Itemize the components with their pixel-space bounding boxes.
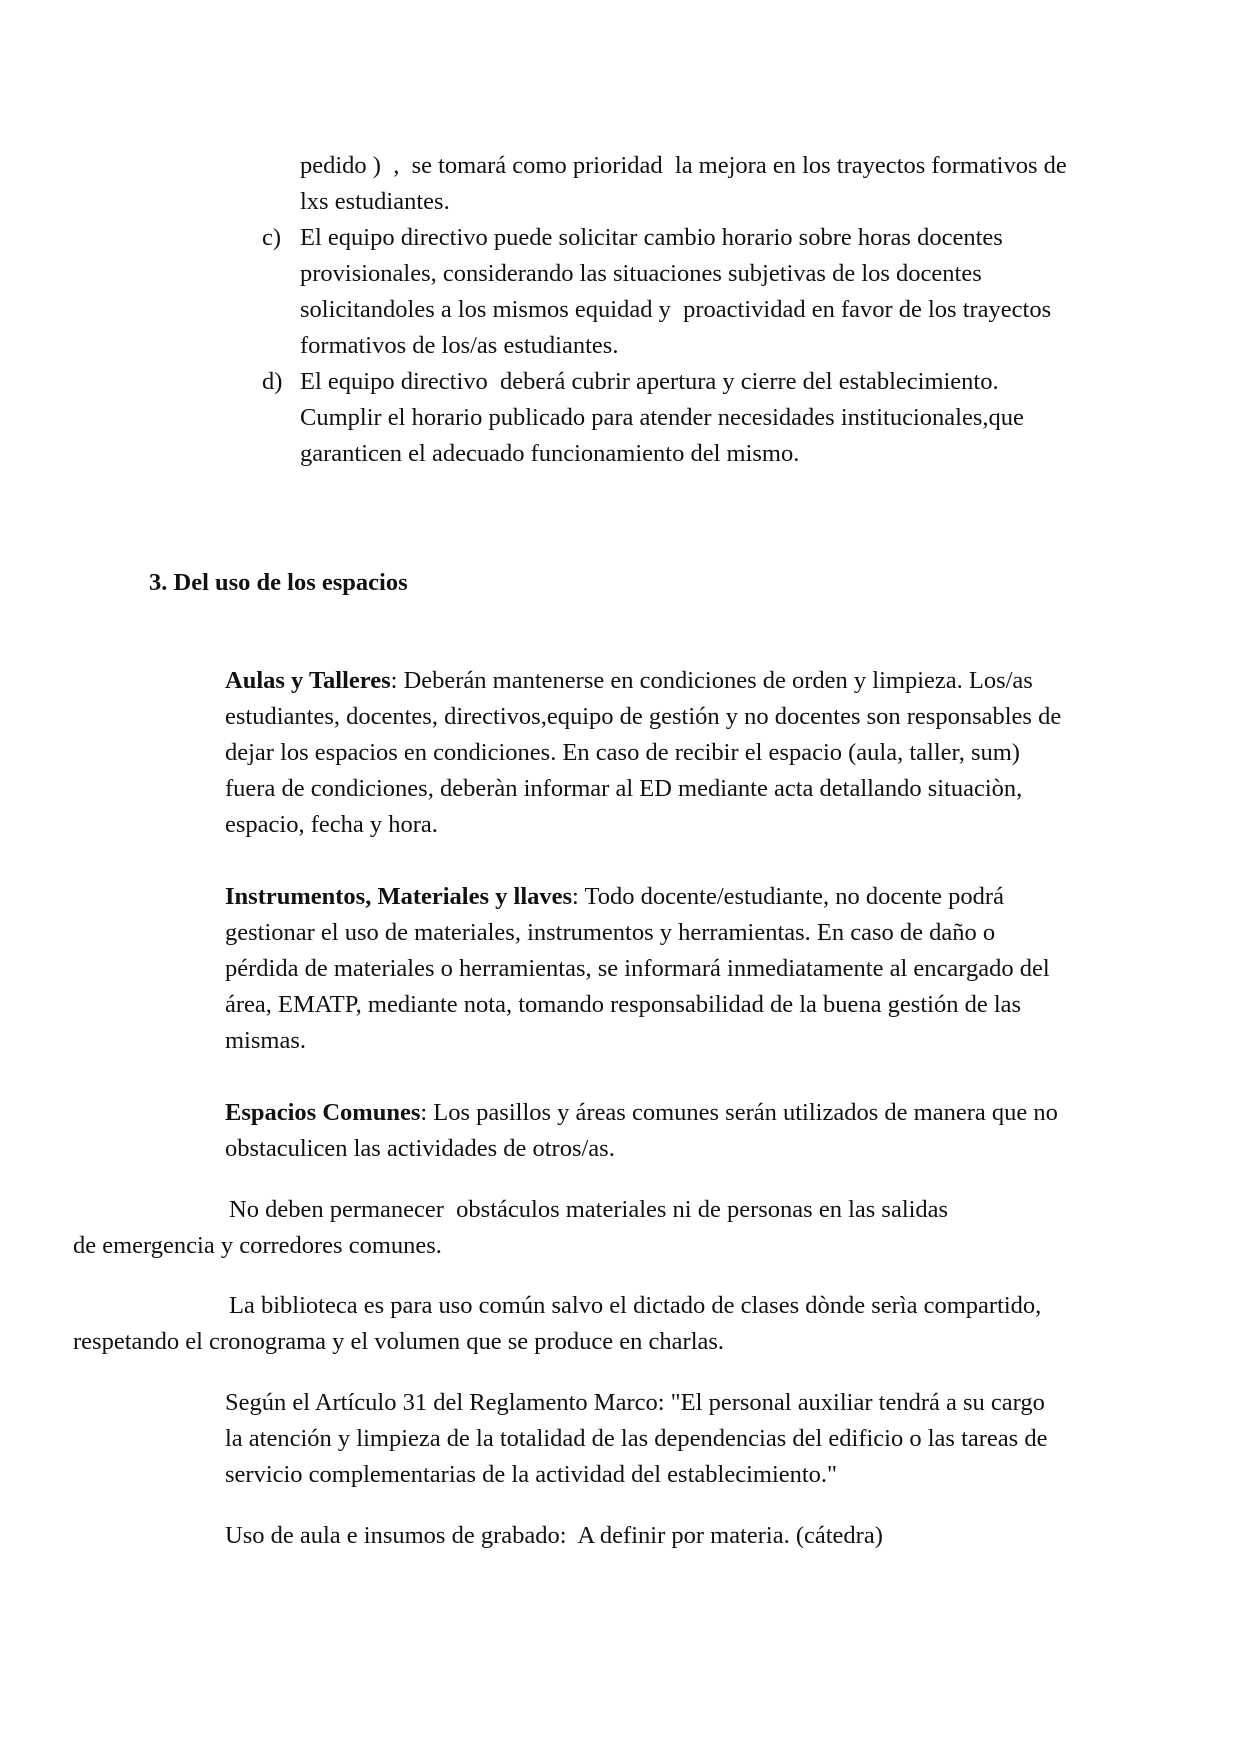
- obstaculos-line: de emergencia y corredores comunes.: [73, 1232, 442, 1259]
- aulas-paragraph-first-line: [225, 666, 1033, 696]
- biblioteca-line: respetando el cronograma y el volumen que se produce en charlas.: [73, 1328, 725, 1355]
- list-marker-c: c): [262, 224, 282, 251]
- instrumentos-line: pérdida de materiales o herramientas, se informará inmediatamente al encargado del: [225, 955, 1050, 982]
- list-item-c-line: solicitandoles a los mismos equidad y proactividad en favor de los trayectos: [300, 296, 1052, 323]
- instrumentos-paragraph-first-line: [225, 882, 1004, 912]
- aulas-line: fuera de condiciones, deberàn informar al ED mediante acta detallando situaciòn,: [225, 775, 1023, 802]
- section-heading: 3. Del uso de los espacios: [149, 569, 408, 596]
- espacios-first-line-text: : Los pasillos y áreas comunes serán utilizados de manera que no: [420, 1099, 1058, 1126]
- aulas-term: Aulas y Talleres: [225, 667, 391, 694]
- list-item-c-line: formativos de los/as estudiantes.: [300, 332, 619, 359]
- list-item-d-line: El equipo directivo deberá cubrir apertura y cierre del establecimiento.: [300, 368, 999, 395]
- list-continuation-line: lxs estudiantes.: [300, 188, 450, 215]
- list-item-d-line: Cumplir el horario publicado para atender necesidades institucionales,que: [300, 404, 1024, 431]
- obstaculos-line: No deben permanecer obstáculos materiales ni de personas en las salidas: [229, 1196, 949, 1223]
- articulo-line: Según el Artículo 31 del Reglamento Marco: "El personal auxiliar tendrá a su cargo: [225, 1389, 1045, 1416]
- list-item-c-line: provisionales, considerando las situaciones subjetivas de los docentes: [300, 260, 982, 287]
- aulas-first-line-text: : Deberán mantenerse en condiciones de orden y limpieza. Los/as: [390, 667, 1033, 694]
- instrumentos-first-line-text: : Todo docente/estudiante, no docente podrá: [572, 883, 1004, 910]
- instrumentos-term: Instrumentos, Materiales y llaves: [225, 883, 573, 910]
- grabado-line: Uso de aula e insumos de grabado: A definir por materia. (cátedra): [225, 1522, 883, 1549]
- list-marker-d: d): [262, 368, 283, 395]
- espacios-paragraph-first-line: [225, 1098, 1058, 1128]
- espacios-term: Espacios Comunes: [225, 1099, 421, 1126]
- list-item-d-line: garanticen el adecuado funcionamiento del mismo.: [300, 440, 800, 467]
- instrumentos-line: área, EMATP, mediante nota, tomando responsabilidad de la buena gestión de las: [225, 991, 1022, 1018]
- articulo-line: la atención y limpieza de la totalidad de las dependencias del edificio o las tareas de: [225, 1425, 1048, 1452]
- espacios-line: obstaculicen las actividades de otros/as.: [225, 1135, 615, 1162]
- instrumentos-line: mismas.: [225, 1027, 306, 1054]
- instrumentos-line: gestionar el uso de materiales, instrumentos y herramientas. En caso de daño o: [225, 919, 996, 946]
- aulas-line: dejar los espacios en condiciones. En caso de recibir el espacio (aula, taller, sum): [225, 739, 1020, 766]
- list-continuation-line: pedido ) , se tomará como prioridad la mejora en los trayectos formativos de: [300, 152, 1067, 179]
- list-item-c-line: El equipo directivo puede solicitar cambio horario sobre horas docentes: [300, 224, 1003, 251]
- aulas-line: estudiantes, docentes, directivos,equipo de gestión y no docentes son responsables de: [225, 703, 1062, 730]
- biblioteca-line: La biblioteca es para uso común salvo el dictado de clases dònde serìa compartido,: [229, 1292, 1042, 1319]
- articulo-line: servicio complementarias de la actividad del establecimiento.": [225, 1461, 838, 1488]
- aulas-line: espacio, fecha y hora.: [225, 811, 438, 838]
